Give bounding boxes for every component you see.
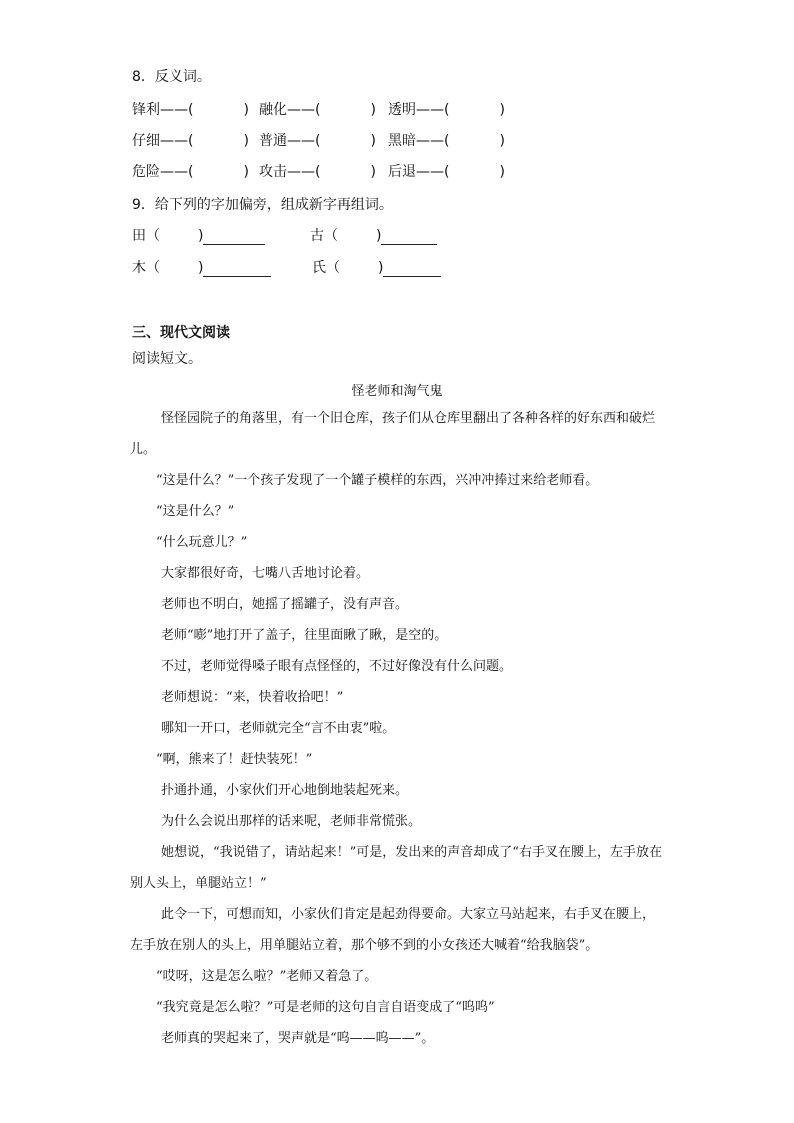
story-paragraph: “哎呀，这是怎么啦？”老师又着急了。 [156, 969, 378, 984]
radical-close: ) [378, 260, 384, 276]
story-paragraph: 此令一下，可想而知，小家伙们肯定是起劲得要命。大家立马站起来，右手叉在腰上，左手放在别人的头上，用单腿站立着，那个够不到的小女孩还大喊着“给我脑袋”。 [130, 907, 656, 953]
radical-item [310, 225, 437, 245]
section-instruction: 阅读短文。 [132, 351, 202, 367]
story-title: 怪老师和淘气鬼 [351, 384, 443, 399]
antonym-close: ) [243, 102, 249, 118]
answer-blank [203, 262, 271, 277]
antonym-item [259, 99, 376, 119]
story-paragraph: 大家都很好奇，七嘴八舌地讨论着。 [161, 566, 370, 581]
antonym-item [132, 130, 249, 150]
story-paragraph: “这是什么？”一个孩子发现了一个罐子模样的东西，兴冲冲捧过来给老师看。 [156, 473, 599, 488]
antonym-close: ) [243, 164, 249, 180]
answer-blank [383, 262, 441, 277]
antonym-word: 透明——( [388, 102, 450, 118]
question-9-title: 9．给下列的字加偏旁，组成新字再组词。 [132, 197, 393, 213]
story-paragraph: 不过，老师觉得嗓子眼有点怪怪的，不过好像没有什么问题。 [161, 659, 513, 674]
radical-close: ) [376, 228, 382, 244]
antonym-word: 普通——( [259, 133, 321, 149]
story-paragraph: “我究竟是怎么啦？”可是老师的这句自言自语变成了“呜呜” [156, 1000, 495, 1015]
radical-char: 氏（ [312, 260, 340, 276]
answer-blank [381, 230, 437, 245]
radical-char: 田（ [132, 228, 160, 244]
antonym-close: ) [499, 102, 505, 118]
story-paragraph: 怪怪园院子的角落里，有一个旧仓库，孩子们从仓库里翻出了各种各样的好东西和破烂儿。 [130, 411, 656, 457]
story-paragraph: 扑通扑通，小家伙们开心地倒地装起死来。 [161, 783, 409, 798]
antonym-close: ) [370, 164, 376, 180]
story-paragraph: 老师“嘭”地打开了盖子，往里面瞅了瞅，是空的。 [161, 628, 448, 643]
story-paragraph: 老师也不明白，她摇了摇罐子，没有声音。 [161, 597, 409, 612]
antonym-word: 攻击——( [259, 164, 321, 180]
antonym-word: 危险——( [132, 164, 194, 180]
story-paragraph: 老师真的哭起来了，哭声就是“呜——呜——”。 [161, 1031, 435, 1046]
question-8-title: 8．反义词。 [132, 69, 211, 85]
story-paragraph: 为什么会说出那样的话来呢，老师非常慌张。 [161, 814, 422, 829]
story-paragraph: “什么玩意儿？” [156, 535, 248, 550]
antonym-close: ) [370, 133, 376, 149]
story-paragraph: 哪知一开口，老师就完全“言不由衷”啦。 [161, 721, 396, 736]
antonym-close: ) [243, 133, 249, 149]
radical-item [312, 257, 441, 277]
antonym-word: 仔细——( [132, 133, 194, 149]
answer-blank [203, 230, 265, 245]
radical-close: ) [198, 228, 204, 244]
radical-char: 木（ [132, 260, 160, 276]
radical-char: 古（ [310, 228, 338, 244]
antonym-item [259, 130, 376, 150]
antonym-item [388, 130, 505, 150]
antonym-item [388, 99, 505, 119]
antonym-word: 黑暗——( [388, 133, 450, 149]
radical-close: ) [198, 260, 204, 276]
antonym-close: ) [499, 133, 505, 149]
antonym-word: 锋利——( [132, 102, 194, 118]
antonym-item [259, 161, 376, 181]
story-paragraph: “啊，熊来了！赶快装死！” [156, 752, 313, 767]
story-paragraph: 老师想说：“来，快着收拾吧！” [161, 690, 344, 705]
story-paragraph: 她想说，“我说错了，请站起来！”可是，发出来的声音却成了“右手叉在腰上，左手放在别人头上，单腿站立！” [130, 845, 662, 891]
radical-item [132, 225, 265, 245]
antonym-word: 后退——( [388, 164, 450, 180]
antonym-close: ) [499, 164, 505, 180]
section-heading: 三、现代文阅读 [132, 325, 230, 341]
antonym-item [388, 161, 505, 181]
antonym-close: ) [370, 102, 376, 118]
antonym-word: 融化——( [259, 102, 321, 118]
radical-item [132, 257, 271, 277]
antonym-item [132, 161, 249, 181]
story-paragraph: “这是什么？” [156, 504, 235, 519]
antonym-item [132, 99, 249, 119]
